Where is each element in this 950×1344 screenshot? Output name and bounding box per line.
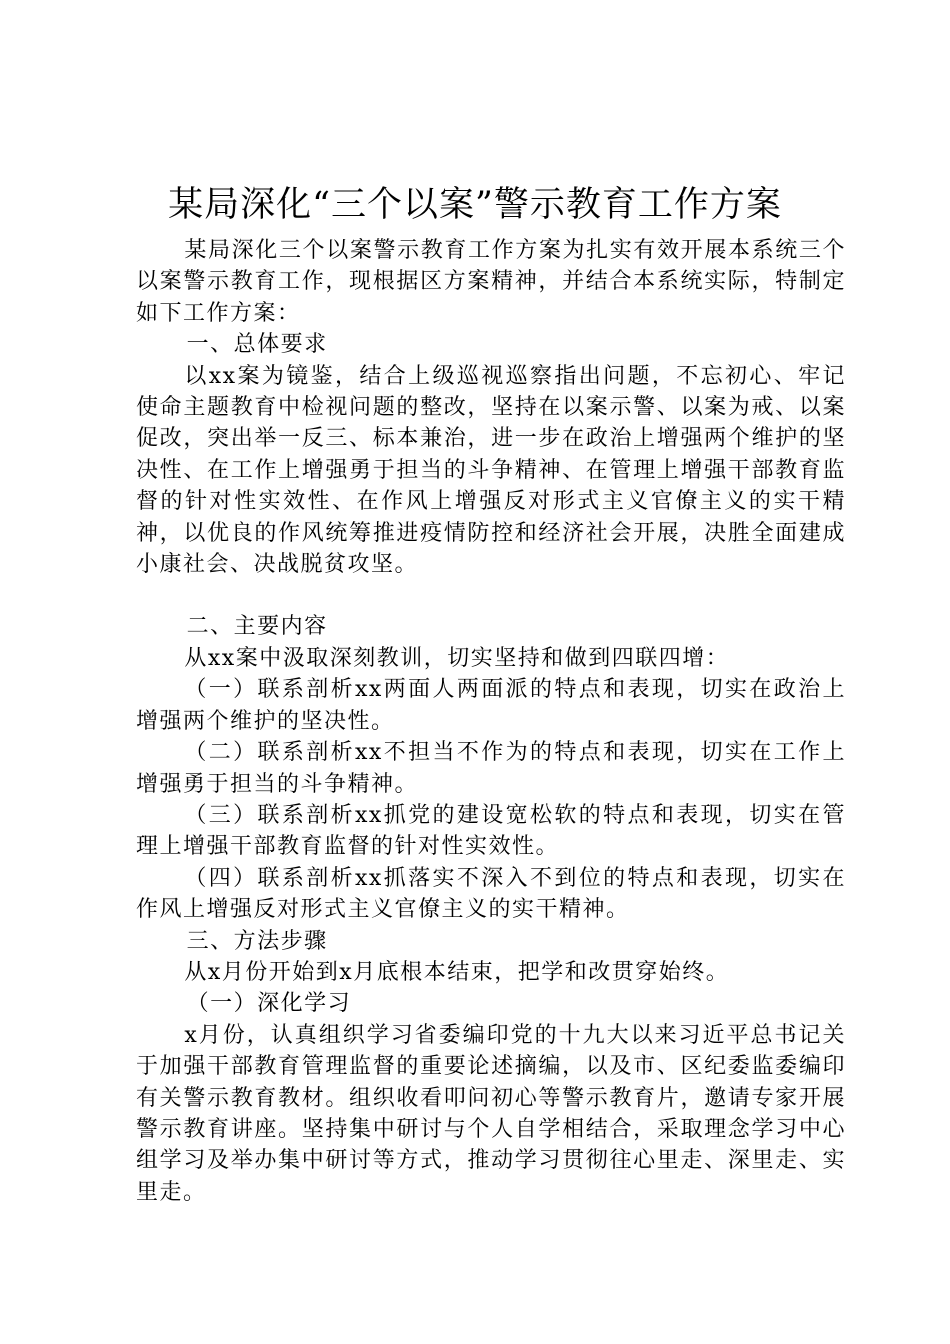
- section3-lead-paragraph: 从x月份开始到x月底根本结束，把学和改贯穿始终。: [184, 959, 730, 985]
- section-heading-method-steps: 三、方法步骤: [186, 928, 328, 954]
- section3-body-paragraph: x月份，认真组织学习省委编印党的十九大以来习近平总书记关于加强干部教育管理监督的重要论述摘编，以及市、区纪委监委编印有关警示教育教材。组织收看叩问初心等警示教育片，邀请专家开展警示教育讲座。坚持集中研讨与个人自学相结合，采取理念学习中心组学习及举办集中研讨等方式，推动学习贯彻往心里走、深里走、实里走。: [136, 1022, 846, 1205]
- section-heading-main-content: 二、主要内容: [186, 614, 328, 640]
- section2-item-2: （二）联系剖析xx不担当不作为的特点和表现，切实在工作上增强勇于担当的斗争精神。: [136, 740, 846, 797]
- section2-lead-paragraph: 从xx案中汲取深刻教训，切实坚持和做到四联四增：: [184, 645, 730, 671]
- intro-paragraph: 某局深化三个以案警示教育工作方案为扎实有效开展本系统三个以案警示教育工作，现根据区方案精神，并结合本系统实际，特制定如下工作方案：: [136, 238, 846, 326]
- section2-item-1: （一）联系剖析xx两面人两面派的特点和表现，切实在政治上增强两个维护的坚决性。: [136, 677, 846, 734]
- document-body: [136, 235, 846, 1208]
- document-title: 某局深化“三个以案”警示教育工作方案: [168, 185, 782, 225]
- section-heading-general-requirements: 一、总体要求: [186, 332, 328, 358]
- section2-item-4: （四）联系剖析xx抓落实不深入不到位的特点和表现，切实在作风上增强反对形式主义官僚主义的实干精神。: [136, 865, 846, 923]
- subsection-heading-deepen-study: （一）深化学习: [186, 991, 352, 1017]
- section2-item-3: （三）联系剖析xx抓党的建设宽松软的特点和表现，切实在管理上增强干部教育监督的针对性实效性。: [136, 802, 846, 860]
- section1-paragraph: 以xx案为镜鉴，结合上级巡视巡察指出问题，不忘初心、牢记使命主题教育中检视问题的整改，坚持在以案示警、以案为戒、以案促改，突出举一反三、标本兼治，进一步在政治上增强两个维护的坚决性、在工作上增强勇于担当的斗争精神、在管理上增强干部教育监督的针对性实效性、在作风上增强反对形式主义官僚主义的实干精神，以优良的作风统筹推进疫情防控和经济社会开展，决胜全面建成小康社会、决战脱贫攻坚。: [136, 363, 846, 578]
- blank-line: [136, 580, 846, 611]
